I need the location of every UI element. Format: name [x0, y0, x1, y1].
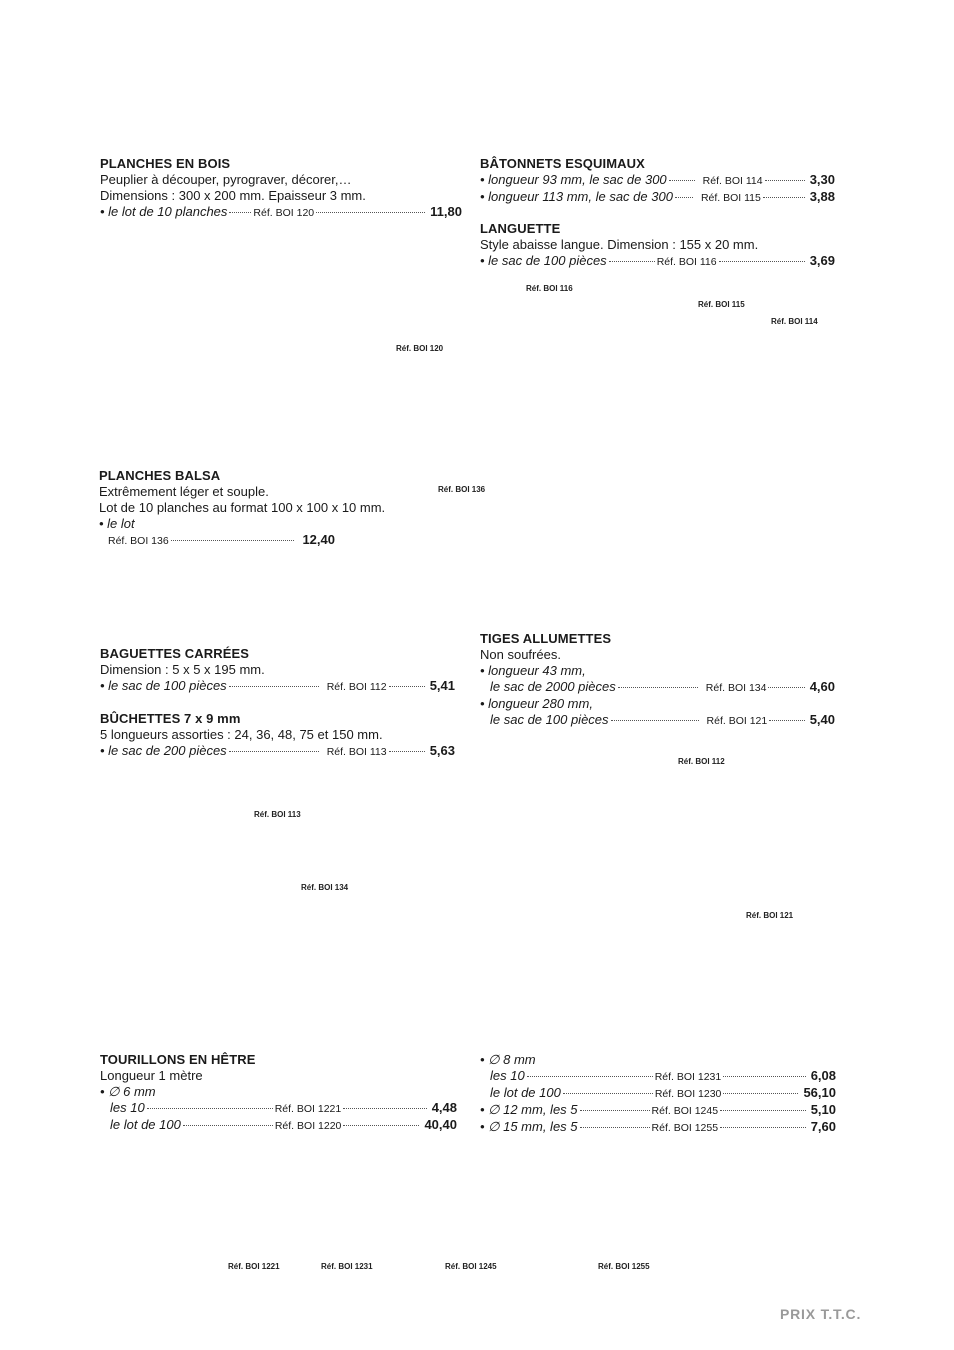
item-price: 5,41 [429, 678, 455, 693]
languette-section [480, 221, 835, 270]
price-line [480, 712, 835, 729]
item-price: 5,63 [429, 743, 455, 758]
image-ref-tag: Réf. BOI 121 [746, 911, 794, 920]
price-line [99, 532, 335, 549]
section-desc: Dimension : 5 x 5 x 195 mm. [100, 662, 265, 677]
item-price: 5,10 [810, 1102, 836, 1117]
item-label: • longueur 43 mm, [480, 663, 586, 678]
item-price: 40,40 [424, 1117, 457, 1132]
item-ref: Réf. BOI 121 [706, 715, 768, 727]
section-title: BÛCHETTES 7 x 9 mm [100, 711, 241, 726]
balsa-section [99, 468, 419, 549]
item-ref: Réf. BOI 1220 [274, 1120, 342, 1132]
item-ref: Réf. BOI 116 [656, 256, 717, 268]
image-ref-tag: Réf. BOI 1231 [321, 1262, 373, 1271]
item-ref: Réf. BOI 120 [253, 207, 315, 219]
item-label: • ∅ 6 mm [100, 1084, 156, 1099]
image-ref-tag: Réf. BOI 1245 [445, 1262, 497, 1271]
dot-leader [147, 1108, 273, 1109]
item-price: 11,80 [430, 204, 462, 219]
price-line [480, 1119, 836, 1136]
dot-leader [229, 212, 251, 213]
baguettes-section [100, 646, 455, 695]
item-label: • longueur 93 mm, le sac de 300 [480, 172, 667, 187]
dot-leader [763, 197, 805, 198]
dot-leader [768, 687, 804, 688]
section-desc: Style abaisse langue. Dimension : 155 x 20 mm. [480, 237, 759, 252]
image-ref-tag: Réf. BOI 115 [698, 300, 745, 309]
section-desc: 5 longueurs assorties : 24, 36, 48, 75 et 150 mm. [100, 727, 383, 742]
dot-leader [580, 1127, 650, 1128]
price-line [100, 1100, 457, 1117]
price-line [480, 1102, 836, 1119]
dot-leader [316, 212, 425, 213]
item-price: 3,30 [809, 172, 835, 187]
item-ref: Réf. BOI 1255 [651, 1122, 719, 1134]
item-ref: Réf. BOI 1245 [651, 1105, 719, 1117]
dot-leader [618, 687, 698, 688]
dot-leader [609, 261, 655, 262]
item-label: les 10 [110, 1100, 145, 1115]
section-title: PLANCHES BALSA [99, 468, 221, 483]
dot-leader [719, 261, 805, 262]
item-label: • le lot [99, 516, 135, 531]
item-label: • longueur 113 mm, le sac de 300 [480, 189, 673, 204]
price-line [480, 189, 835, 206]
batonnets-section [480, 156, 835, 206]
item-ref: Réf. BOI 113 [326, 746, 387, 758]
item-label: le lot de 100 [490, 1085, 561, 1100]
item-ref: Réf. BOI 112 [326, 681, 387, 693]
dot-leader [563, 1093, 653, 1094]
section-desc: Longueur 1 mètre [100, 1068, 203, 1083]
item-price: 7,60 [810, 1119, 836, 1134]
dot-leader [720, 1110, 806, 1111]
section-title: TIGES ALLUMETTES [480, 631, 612, 646]
dot-leader [389, 751, 425, 752]
section-desc: Dimensions : 300 x 200 mm. Epaisseur 3 mm. [100, 188, 366, 203]
item-label: le sac de 2000 pièces [490, 679, 616, 694]
planches-bois-section [100, 156, 462, 221]
dot-leader [611, 720, 699, 721]
item-ref: Réf. BOI 134 [705, 682, 767, 694]
section-title: LANGUETTE [480, 221, 561, 236]
item-label: • longueur 280 mm, [480, 696, 593, 711]
item-label: les 10 [490, 1068, 525, 1083]
item-price: 3,69 [809, 253, 835, 268]
item-ref: Réf. BOI 115 [700, 192, 761, 204]
dot-leader [171, 540, 295, 541]
item-ref: Réf. BOI 114 [702, 175, 763, 187]
item-price: 5,40 [809, 712, 835, 727]
item-ref: Réf. BOI 136 [108, 535, 169, 547]
item-label: • le lot de 10 planches [100, 204, 228, 219]
price-line [480, 1068, 836, 1085]
dot-leader [389, 686, 425, 687]
image-ref-tag: Réf. BOI 113 [254, 810, 301, 819]
dot-leader [229, 751, 319, 752]
item-ref: Réf. BOI 1231 [654, 1071, 722, 1083]
item-price: 3,88 [809, 189, 835, 204]
item-ref: Réf. BOI 1221 [274, 1103, 342, 1115]
item-label: • ∅ 12 mm, les 5 [480, 1102, 578, 1117]
item-label: • le sac de 100 pièces [100, 678, 227, 693]
dot-leader [723, 1076, 805, 1077]
image-ref-tag: Réf. BOI 1221 [228, 1262, 280, 1271]
item-label: le sac de 100 pièces [490, 712, 609, 727]
dot-leader [669, 180, 695, 181]
item-ref: Réf. BOI 1230 [654, 1088, 722, 1100]
price-line [480, 253, 835, 270]
dot-leader [723, 1093, 798, 1094]
section-title: BAGUETTES CARRÉES [100, 646, 250, 661]
dot-leader [183, 1125, 273, 1126]
price-line [100, 204, 462, 221]
item-label: • le sac de 200 pièces [100, 743, 227, 758]
price-line [100, 1117, 457, 1134]
item-price: 6,08 [810, 1068, 836, 1083]
image-ref-tag: Réf. BOI 134 [301, 883, 349, 892]
item-price: 56,10 [803, 1085, 836, 1100]
item-price: 4,60 [809, 679, 835, 694]
item-label: le lot de 100 [110, 1117, 181, 1132]
price-footer: PRIX T.T.C. [780, 1306, 862, 1322]
dot-leader [720, 1127, 806, 1128]
item-label: • ∅ 8 mm [480, 1052, 536, 1067]
tourillons-section-right [480, 1052, 836, 1136]
dot-leader [229, 686, 319, 687]
section-desc: Lot de 10 planches au format 100 x 100 x 10 mm. [99, 500, 386, 515]
buchettes-section [100, 711, 455, 760]
dot-leader [343, 1125, 419, 1126]
image-ref-tag: Réf. BOI 136 [438, 485, 486, 494]
item-label: • ∅ 15 mm, les 5 [480, 1119, 578, 1134]
tiges-section [480, 631, 835, 729]
dot-leader [343, 1108, 426, 1109]
image-ref-tag: Réf. BOI 116 [526, 284, 573, 293]
tourillons-section [100, 1052, 457, 1134]
section-title: BÂTONNETS ESQUIMAUX [480, 156, 645, 171]
dot-leader [769, 720, 804, 721]
section-desc: Peuplier à découper, pyrograver, décorer,… [100, 172, 352, 187]
section-title: PLANCHES EN BOIS [100, 156, 231, 171]
image-ref-tag: Réf. BOI 1255 [598, 1262, 650, 1271]
image-ref-tag: Réf. BOI 112 [678, 757, 725, 766]
image-ref-tag: Réf. BOI 114 [771, 317, 818, 326]
section-desc: Non soufrées. [480, 647, 561, 662]
item-price: 4,48 [431, 1100, 457, 1115]
image-ref-tag: Réf. BOI 120 [396, 344, 444, 353]
price-line [480, 679, 835, 696]
section-desc: Extrêmement léger et souple. [99, 484, 269, 499]
price-line [100, 743, 455, 760]
item-label: • le sac de 100 pièces [480, 253, 607, 268]
price-line [480, 172, 835, 189]
dot-leader [675, 197, 693, 198]
price-line [100, 678, 455, 695]
dot-leader [527, 1076, 653, 1077]
dot-leader [580, 1110, 650, 1111]
item-price: 12,40 [302, 532, 335, 547]
price-line [480, 1085, 836, 1102]
section-title: TOURILLONS EN HÊTRE [100, 1052, 256, 1067]
dot-leader [765, 180, 805, 181]
